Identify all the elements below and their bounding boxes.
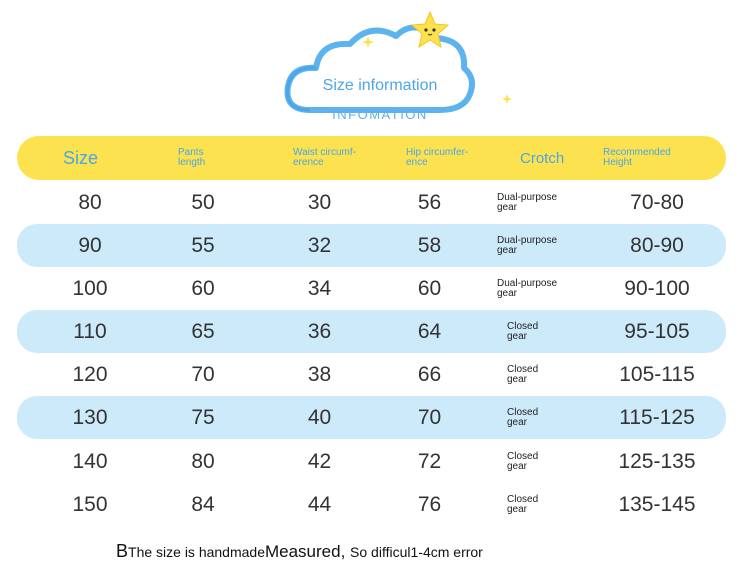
col-header-size: Size: [63, 147, 99, 168]
crotch-line2: gear: [507, 416, 528, 428]
cell-pants-length: 75: [191, 405, 215, 429]
crotch-line2: gear: [497, 244, 518, 256]
crotch-line1: Closed: [507, 450, 539, 462]
col-header-crotch: Crotch: [520, 149, 565, 167]
cell-waist: 38: [307, 362, 332, 386]
col-header-hip: [406, 136, 468, 180]
cell-size: 150: [72, 492, 108, 516]
cell-crotch: [497, 483, 597, 526]
crotch-line1: Closed: [507, 320, 539, 332]
cell-hip: 72: [417, 449, 442, 473]
footer-note-part1: B: [116, 541, 129, 561]
footer-note-part3: Measured,: [264, 542, 346, 561]
table-row: [17, 181, 726, 224]
cell-height: 125-135: [618, 449, 696, 473]
header-title: Size information: [322, 77, 438, 94]
table-row: [17, 440, 726, 483]
crotch-line2: gear: [507, 330, 528, 342]
cell-height: 70-80: [630, 190, 684, 214]
col-header-hip-line1: Hip circumfer-: [406, 147, 469, 158]
cell-hip: 66: [417, 362, 442, 386]
cell-pants-length: 84: [191, 492, 215, 516]
cell-waist: 32: [307, 233, 332, 257]
crotch-line2: gear: [507, 373, 528, 385]
cell-hip: 76: [417, 492, 442, 516]
cell-hip: 64: [417, 319, 442, 343]
crotch-line2: gear: [507, 460, 528, 472]
cell-size: 110: [73, 319, 107, 343]
table-row: [17, 396, 726, 439]
col-header-pants-length-line1: Pants: [178, 147, 204, 158]
cell-size: 120: [72, 362, 108, 386]
cell-pants-length: 50: [191, 190, 215, 214]
table-header: [17, 136, 726, 180]
crotch-line2: gear: [497, 201, 518, 213]
cell-size: 100: [72, 276, 108, 300]
cell-waist: 44: [307, 492, 332, 516]
cell-height: 105-115: [619, 362, 695, 386]
cell-size: 140: [72, 449, 108, 473]
header-subtitle: INFOMATION: [332, 107, 428, 122]
footer-note-part2: The size is handmade: [128, 544, 265, 560]
cell-crotch: [497, 396, 597, 439]
cell-height: 95-105: [624, 319, 690, 343]
col-header-height-line1: Recommended: [603, 147, 671, 158]
cell-crotch: [497, 353, 597, 396]
table-row: [17, 353, 726, 396]
cell-pants-length: 55: [191, 233, 215, 257]
col-header-pants-length: [178, 136, 205, 180]
crotch-line1: Closed: [507, 493, 539, 505]
col-header-height-line2: Height: [603, 157, 632, 168]
crotch-line2: gear: [497, 287, 518, 299]
cell-height: 80-90: [630, 233, 684, 257]
col-header-hip-line2: ence: [406, 157, 428, 168]
crotch-line1: Dual-purpose: [497, 191, 558, 203]
table-row: [17, 310, 726, 353]
cell-hip: 60: [417, 276, 442, 300]
crotch-line1: Closed: [507, 406, 539, 418]
cell-crotch: [497, 310, 597, 353]
table-row: [17, 483, 726, 526]
cell-waist: 36: [307, 319, 332, 343]
cell-crotch: [497, 224, 597, 267]
cell-crotch: [497, 267, 597, 310]
cell-size: 130: [72, 405, 108, 429]
cell-pants-length: 65: [191, 319, 215, 343]
table-row: [17, 267, 726, 310]
cell-hip: 58: [417, 233, 442, 257]
cell-hip: 70: [417, 405, 442, 429]
crotch-line1: Dual-purpose: [497, 277, 558, 289]
cell-hip: 56: [417, 190, 442, 214]
cell-waist: 34: [307, 276, 332, 300]
footer-note-part4: So difficul1-4cm error: [350, 544, 483, 560]
crotch-line2: gear: [507, 503, 528, 515]
cell-crotch: [497, 181, 597, 224]
cell-size: 90: [78, 233, 102, 257]
cell-pants-length: 70: [191, 362, 215, 386]
col-header-waist-line1: Waist circumf-: [293, 147, 356, 158]
col-header-waist: [293, 136, 356, 180]
table-row: [17, 224, 726, 267]
star-icon: [410, 10, 450, 50]
cell-height: 135-145: [618, 492, 696, 516]
cell-waist: 30: [307, 190, 332, 214]
col-header-waist-line2: erence: [293, 157, 324, 168]
sparkle-icon: [502, 94, 512, 104]
crotch-line1: Closed: [507, 363, 539, 375]
crotch-line1: Dual-purpose: [497, 234, 558, 246]
cell-crotch: [497, 440, 597, 483]
sparkle-icon: [362, 36, 374, 48]
col-header-pants-length-line2: length: [178, 157, 206, 168]
size-info-cloud-header: [280, 6, 490, 126]
cell-pants-length: 80: [191, 449, 215, 473]
col-header-height: [603, 136, 671, 180]
cell-waist: 40: [307, 405, 332, 429]
cell-height: 115-125: [619, 405, 695, 429]
cell-height: 90-100: [624, 276, 690, 300]
cell-size: 80: [78, 190, 102, 214]
footer-note: [116, 541, 483, 562]
cell-waist: 42: [307, 449, 332, 473]
cell-pants-length: 60: [191, 276, 215, 300]
